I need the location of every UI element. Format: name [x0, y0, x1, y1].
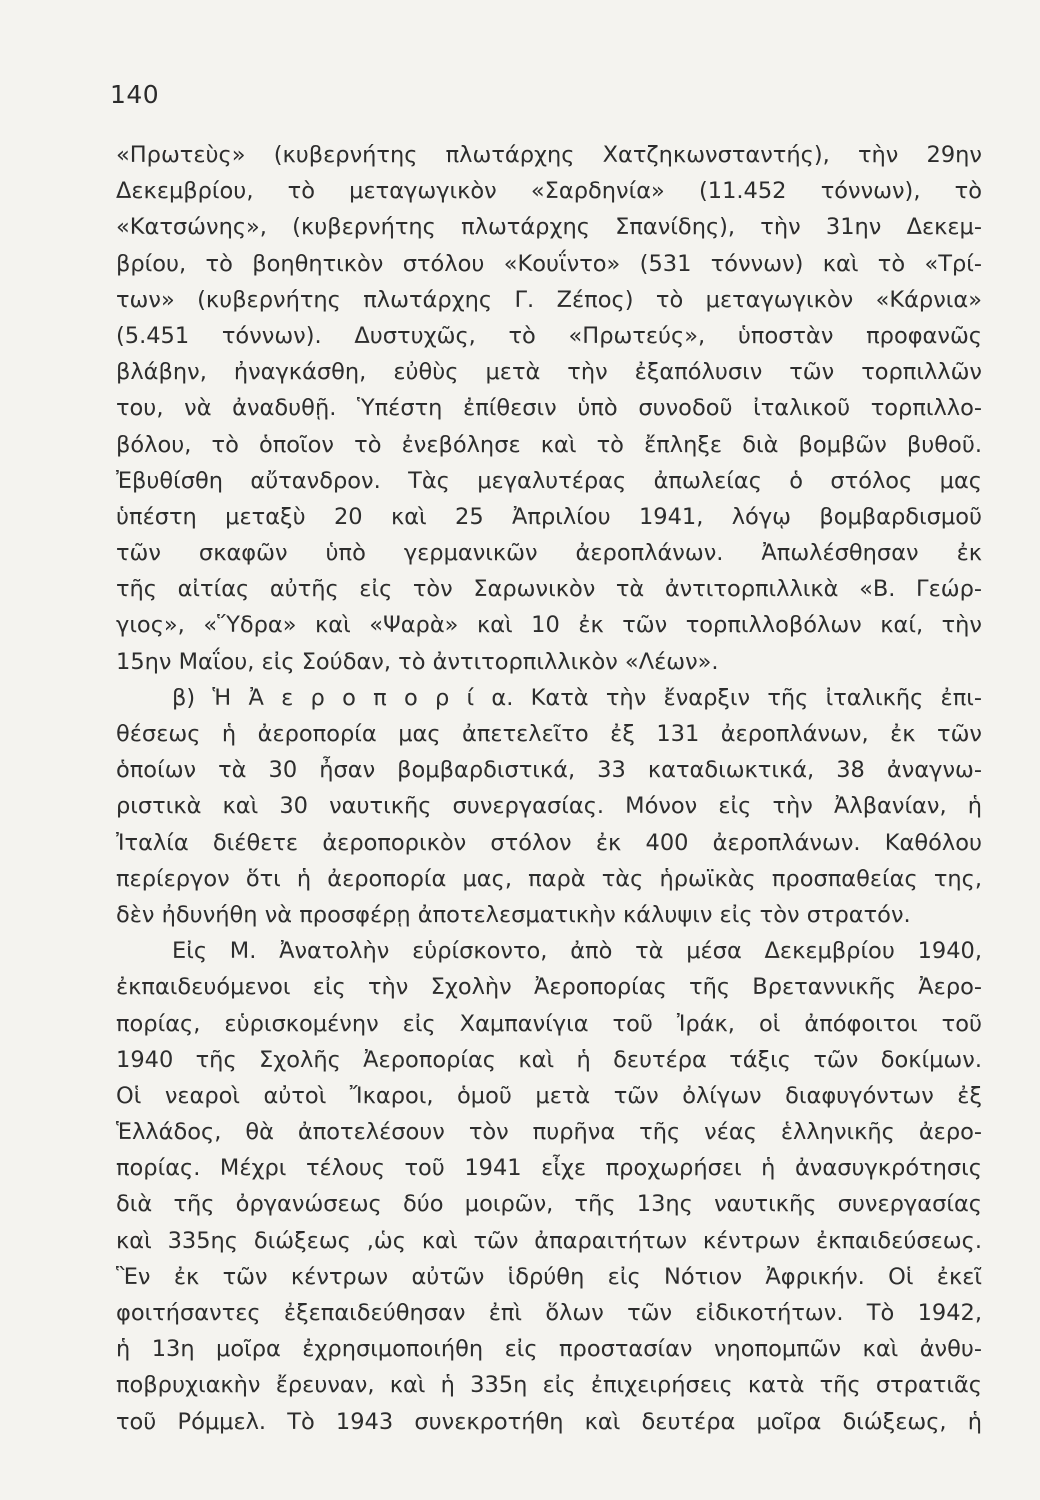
text-line: βρίου, τὸ βοηθητικὸν στόλου «Κουΐντο» (531 τόννων) καὶ τὸ «Τρί- — [116, 250, 982, 277]
text-line: περίεργον ὅτι ἡ ἀεροπορία μας, παρὰ τὰς ἡρωϊκὰς προσπαθείας της, — [116, 865, 982, 892]
text-line: των» (κυβερνήτης πλωτάρχης Γ. Ζέπος) τὸ μεταγωγικὸν «Κάρνια» — [116, 286, 982, 313]
text-line: πορίας. Μέχρι τέλους τοῦ 1941 εἶχε προχωρήσει ἡ ἀνασυγκρότησις — [116, 1155, 982, 1182]
text-line: θέσεως ἡ ἀεροπορία μας ἀπετελεῖτο ἐξ 131 ἀεροπλάνων, ἐκ τῶν — [116, 721, 982, 747]
text-line: Ἰταλία διέθετε ἀεροπορικὸν στόλον ἐκ 400 ἀεροπλάνων. Καθόλου — [116, 829, 982, 856]
text-line: ριστικὰ καὶ 30 ναυτικῆς συνεργασίας. Μόνον εἰς τὴν Ἀλβανίαν, ἡ — [116, 793, 982, 820]
text-line: Ἐβυθίσθη αὔτανδρον. Τὰς μεγαλυτέρας ἀπωλείας ὁ στόλος μας — [116, 467, 982, 494]
paragraph-start-line: Εἰς Μ. Ἀνατολὴν εὑρίσκοντο, ἀπὸ τὰ μέσα Δεκεμβρίου 1940, — [172, 938, 982, 965]
text-line: Ἑλλάδος, θὰ ἀποτελέσουν τὸν πυρῆνα τῆς νέας ἑλληνικῆς ἀερο- — [116, 1119, 982, 1146]
text-line: πορίας, εὑρισκομένην εἰς Χαμπανίγια τοῦ Ἰράκ, οἱ ἀπόφοιτοι τοῦ — [116, 1010, 982, 1037]
text-line: Ἓν ἐκ τῶν κέντρων αὐτῶν ἱδρύθη εἰς Νότιον Ἀφρικήν. Οἱ ἐκεῖ — [116, 1263, 982, 1290]
text-line: βόλου, τὸ ὁποῖον τὸ ἐνεβόλησε καὶ τὸ ἔπληξε διὰ βομβῶν βυθοῦ. — [116, 431, 982, 458]
body-text — [116, 137, 982, 1440]
text-line: «Κατσώνης», (κυβερνήτης πλωτάρχης Σπανίδης), τὴν 31ην Δεκεμ- — [116, 214, 982, 241]
text-line: Δεκεμβρίου, τὸ μεταγωγικὸν «Σαρδηνία» (11.452 τόννων), τὸ — [116, 178, 982, 205]
text-line: τῆς αἰτίας αὐτῆς εἰς τὸν Σαρωνικὸν τὰ ἀντιτορπιλλικὰ «Β. Γεώρ- — [116, 576, 982, 603]
text-line: 15ην Μαΐου, εἰς Σούδαν, τὸ ἀντιτορπιλλικὸν «Λέων». — [116, 648, 719, 675]
text-line: του, νὰ ἀναδυθῇ. Ὑπέστη ἐπίθεσιν ὑπὸ συνοδοῦ ἰταλικοῦ τορπιλλο- — [116, 395, 982, 422]
text-line: τοῦ Ρόμμελ. Τὸ 1943 συνεκροτήθη καὶ δευτέρα μοῖρα διώξεως, ἡ — [116, 1408, 982, 1435]
text-line: φοιτήσαντες ἐξεπαιδεύθησαν ἐπὶ ὅλων τῶν εἰδικοτήτων. Τὸ 1942, — [116, 1300, 982, 1326]
text-line: διὰ τῆς ὀργανώσεως δύο μοιρῶν, τῆς 13ης ναυτικῆς συνεργασίας — [116, 1191, 982, 1218]
text-line: ὑπέστη μεταξὺ 20 καὶ 25 Ἀπριλίου 1941, λόγῳ βομβαρδισμοῦ — [116, 503, 982, 530]
section-heading-line: β) Ἡ Ἀ ε ρ ο π ο ρ ί α. Κατὰ τὴν ἔναρξιν τῆς ἰταλικῆς ἐπι- — [172, 684, 982, 711]
text-line: γιος», «Ὕδρα» καὶ «Ψαρὰ» καὶ 10 ἐκ τῶν τορπιλλοβόλων καί, τὴν — [116, 612, 982, 639]
text-line: δὲν ἠδυνήθη νὰ προσφέρῃ ἀποτελεσματικὴν κάλυψιν εἰς τὸν στρατόν. — [116, 901, 911, 928]
text-line: βλάβην, ἠναγκάσθη, εὐθὺς μετὰ τὴν ἐξαπόλυσιν τῶν τορπιλλῶν — [116, 359, 982, 386]
text-line: ποβρυχιακὴν ἔρευναν, καὶ ἡ 335η εἰς ἐπιχειρήσεις κατὰ τῆς στρατιᾶς — [116, 1372, 982, 1399]
text-line: ἐκπαιδευόμενοι εἰς τὴν Σχολὴν Ἀεροπορίας τῆς Βρεταννικῆς Ἀερο- — [116, 974, 982, 1001]
text-line: καὶ 335ης διώξεως ,ὡς καὶ τῶν ἀπαραιτήτων κέντρων ἐκπαιδεύσεως. — [116, 1227, 982, 1254]
text-line: «Πρωτεὺς» (κυβερνήτης πλωτάρχης Χατζηκωνσταντής), τὴν 29ην — [116, 142, 982, 168]
text-line: ὁποίων τὰ 30 ἦσαν βομβαρδιστικά, 33 καταδιωκτικά, 38 ἀναγνω- — [116, 757, 982, 784]
text-line: ἡ 13η μοῖρα ἐχρησιμοποιήθη εἰς προστασίαν νηοπομπῶν καὶ ἀνθυ- — [116, 1336, 982, 1363]
text-line: Οἱ νεαροὶ αὐτοὶ Ἴκαροι, ὁμοῦ μετὰ τῶν ὀλίγων διαφυγόντων ἐξ — [116, 1082, 982, 1109]
text-line: (5.451 τόννων). Δυστυχῶς, τὸ «Πρωτεύς», ὑποστὰν προφανῶς — [116, 322, 982, 349]
text-line: τῶν σκαφῶν ὑπὸ γερμανικῶν ἀεροπλάνων. Ἀπωλέσθησαν ἐκ — [116, 540, 982, 567]
page-number: 140 — [110, 80, 160, 109]
text-line: 1940 τῆς Σχολῆς Ἀεροπορίας καὶ ἡ δευτέρα τάξις τῶν δοκίμων. — [116, 1046, 982, 1073]
